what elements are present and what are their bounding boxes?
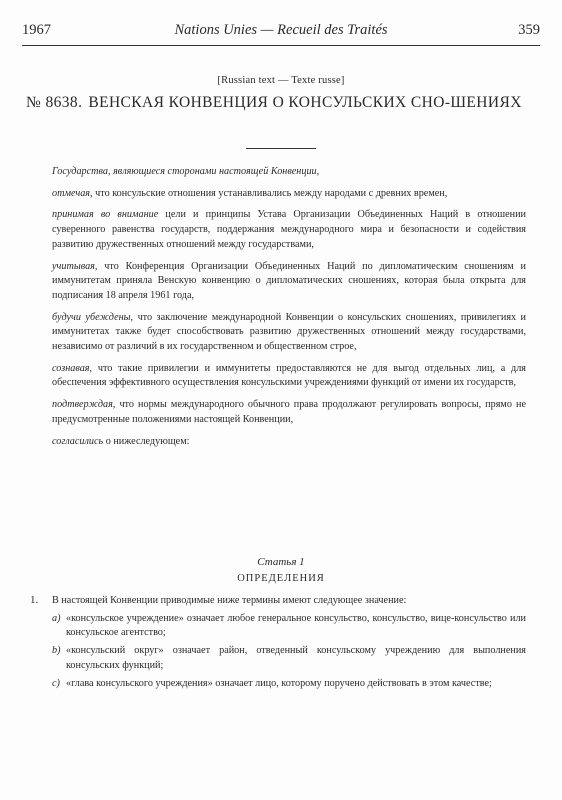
header-rule bbox=[22, 45, 540, 46]
treaty-title-text: ВЕНСКАЯ КОНВЕНЦИЯ О КОНСУЛЬСКИХ СНО-ШЕНИЯХ bbox=[88, 94, 522, 111]
preamble-paragraph: отмечая, что консульские отношения устанавливались между народами с древних времен, bbox=[52, 187, 448, 199]
definition-item: b) «консульский округ» означает район, отведенный консульскому учреждению для выполнения консульских функций; bbox=[52, 645, 526, 671]
definition-item: a) «консульское учреждение» означает любое генеральное консульство, консульство, вице-консульство или консульское агентство; bbox=[52, 612, 526, 639]
definitions bbox=[30, 593, 526, 694]
preamble-paragraph: Государства, являющиеся сторонами настоящей Конвенции, bbox=[52, 166, 320, 177]
language-note: [Russian text — Texte russe] bbox=[217, 75, 345, 86]
header-year: 1967 bbox=[22, 22, 51, 38]
treaty-title bbox=[26, 95, 536, 110]
preamble bbox=[52, 165, 526, 456]
section-title: ОПРЕДЕЛЕНИЯ bbox=[237, 573, 325, 584]
item-letter: b) bbox=[52, 645, 61, 657]
clause-number: 1. bbox=[30, 594, 39, 606]
preamble-paragraph: принимая во внимание цели и принципы Устава Организации Объединенных Наций в отношении суверенного равенства государств, поддержания международного мира и безопасности и содействия развитию дружественных отношений между государствами, bbox=[52, 209, 526, 250]
preamble-paragraph: учитывая, что Конференция Организации Объединенных Наций по дипломатическим сношениям и иммунитетам приняла Венскую конвенцию о дипломатических сношениях, которая была открыта для подписания 18 апреля 1961 года, bbox=[52, 260, 526, 301]
header-series-title: Nations Unies — Recueil des Traités bbox=[174, 22, 388, 38]
definition-item: c) «глава консульского учреждения» означает лицо, которому поручено действовать в этом качестве; bbox=[30, 677, 526, 692]
item-letter: a) bbox=[52, 612, 61, 624]
item-letter: c) bbox=[52, 677, 60, 689]
treaty-number: № 8638. bbox=[26, 94, 83, 111]
article-title: Статья 1 bbox=[257, 556, 305, 568]
preamble-paragraph: будучи убеждены, что заключение международной Конвенции о консульских сношениях, привилегиях и иммунитетах также будет способствовать развитию дружественных отношений между государствами, независимо от различий в их государственном и общественном строе, bbox=[52, 311, 526, 353]
running-header bbox=[22, 22, 540, 42]
header-page-number: 359 bbox=[518, 22, 540, 38]
definitions-intro: 1. В настоящей Конвенции приводимые ниже термины имеют следующее значение: bbox=[30, 594, 407, 606]
preamble-paragraph: согласились о нижеследующем: bbox=[52, 435, 190, 447]
title-separator bbox=[246, 148, 316, 149]
preamble-paragraph: подтверждая, что нормы международного обычного права продолжают регулировать вопросы, прямо не предусмотренные положениями настоящей Конвенции, bbox=[52, 399, 526, 425]
preamble-paragraph: сознавая, что такие привилегии и иммунитеты предоставляются не для выгод отдельных лиц, а для обеспечения эффективного осуществления консульскими учреждениями функций от имени их государств, bbox=[52, 362, 526, 389]
